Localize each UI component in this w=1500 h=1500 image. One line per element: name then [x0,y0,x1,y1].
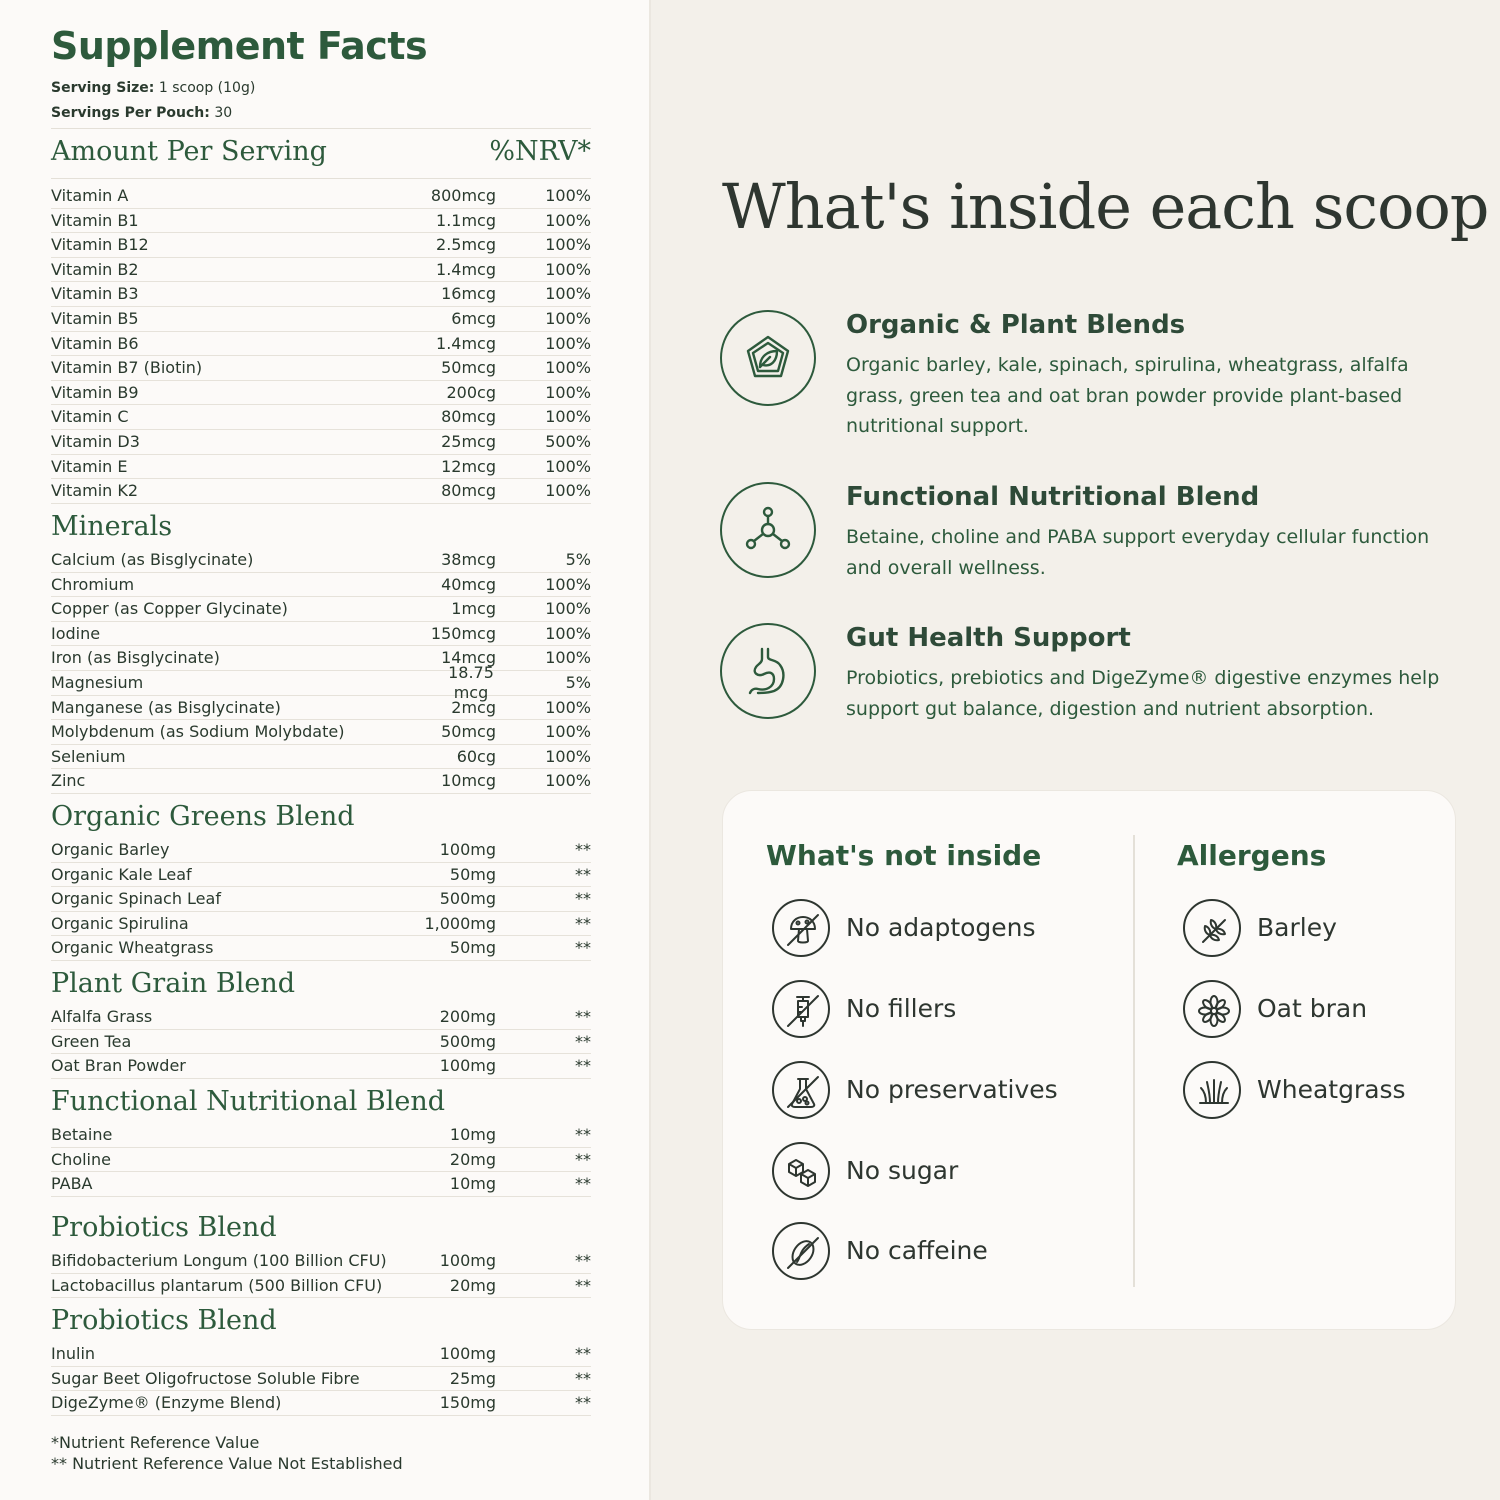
nutrient-nrv: 100% [545,407,591,427]
nutrient-row [51,282,591,307]
nutrient-amount: 50mcg [441,722,496,742]
nutrient-amount: 60cg [456,746,496,766]
nutrient-name: Vitamin A [51,186,129,205]
functional-heading: Functional Nutritional Blend [51,1086,446,1117]
nutrient-nrv: 100% [545,235,591,255]
nutrient-row [51,381,591,406]
nutrient-amount: 10mcg [441,771,496,791]
nutrient-amount: 500mg [439,889,496,909]
card-divider [1133,835,1135,1287]
nutrient-name: Organic Kale Leaf [51,864,192,884]
nutrient-row [51,479,591,504]
nutrient-row [51,696,591,721]
feature-description: Probiotics, prebiotics and DigeZyme® digestive enzymes help support gut balance, digestion and nutrient absorption. [846,667,1440,720]
nutrient-amount: 10mg [449,1125,496,1144]
leaf-pentagon-icon [720,310,816,406]
nutrient-amount: 38mcg [441,550,496,569]
divider [51,128,591,129]
nutrient-name: DigeZyme® (Enzyme Blend) [51,1393,282,1413]
nutrient-name: Vitamin E [51,456,128,476]
nutrient-name: Organic Spirulina [51,913,189,933]
nutrient-nrv: 100% [545,623,591,643]
nutrient-amount: 100mg [439,1056,496,1076]
nutrient-amount: 2.5mcg [436,235,496,255]
nutrient-name: Inulin [51,1344,96,1363]
nutrient-row [51,573,591,598]
nutrient-row [51,769,591,794]
nutrient-nrv: 100% [545,574,591,594]
nutrient-name: Bifidobacterium Longum (100 Billion CFU) [51,1251,387,1270]
hero-title: What's inside each scoop [722,170,1489,243]
nutrient-row [51,863,591,888]
nutrient-row [51,1005,591,1030]
nutrient-amount: 25mcg [441,432,496,451]
syringe-crossed-icon [772,980,830,1038]
nutrient-nrv: ** [575,1031,591,1051]
nutrient-row [51,720,591,745]
nutrient-nrv: 100% [545,284,591,304]
amount-per-serving-header: Amount Per Serving [51,136,327,167]
nutrient-amount: 80mcg [441,407,496,427]
wheatgrass-icon [1183,1061,1241,1119]
nutrient-row [51,936,591,961]
nutrient-nrv: 100% [545,358,591,378]
nutrient-nrv: 100% [545,382,591,402]
nutrient-name: Oat Bran Powder [51,1056,186,1076]
nutrient-amount: 14mcg [441,648,496,668]
grain-heading: Plant Grain Blend [51,968,296,999]
nutrient-row [51,405,591,430]
nutrient-name: Selenium [51,746,126,766]
nutrient-name: Molybdenum (as Sodium Molybdate) [51,722,345,742]
nutrient-nrv: ** [575,1174,591,1194]
nrv-header: %NRV* [489,136,591,167]
nutrient-nrv: ** [575,1056,591,1076]
nutrient-nrv: 100% [545,210,591,230]
servings-label: Servings Per Pouch: [51,105,210,121]
nutrient-name: Vitamin B1 [51,210,139,230]
nutrient-nrv: 500% [545,432,591,451]
divider [51,178,591,179]
nutrient-amount: 800mcg [430,186,496,205]
nutrient-amount: 150mcg [430,623,496,643]
nutrient-nrv: 5% [565,673,591,692]
nutrient-nrv: 100% [545,771,591,791]
nutrient-row [51,1274,591,1299]
nutrient-name: Betaine [51,1125,113,1144]
nutrient-name: Iron (as Bisglycinate) [51,648,220,668]
nutrient-amount: 1.4mcg [436,333,496,353]
item-label: Wheatgrass [1257,1075,1406,1104]
item-label: No fillers [846,994,957,1023]
molecule-icon [720,482,816,578]
not-inside-title: What's not inside [766,839,1042,872]
inside-panel [652,0,1500,1500]
nutrient-amount: 40mcg [441,574,496,594]
nutrient-row [51,1148,591,1173]
nutrient-row [51,1391,591,1416]
supplement-facts-panel [0,0,651,1500]
servings-per-pouch [51,105,232,121]
nutrient-amount: 80mcg [441,481,496,501]
nutrient-name: Lactobacillus plantarum (500 Billion CFU) [51,1275,383,1295]
nutrient-name: Vitamin B12 [51,235,149,255]
item-label: No caffeine [846,1236,988,1265]
feature-title: Gut Health Support [846,623,1131,653]
nutrient-row [51,430,591,455]
nutrient-name: Sugar Beet Oligofructose Soluble Fibre [51,1368,360,1388]
footnote-not-established: ** Nutrient Reference Value Not Established [51,1454,403,1473]
sugar-cubes-icon [772,1142,830,1200]
nutrient-name: PABA [51,1174,93,1194]
item-label: No sugar [846,1156,959,1185]
nutrient-row [51,1367,591,1392]
nutrient-row [51,233,591,258]
stomach-icon [720,623,816,719]
nutrient-amount: 1.1mcg [436,210,496,230]
nutrient-name: Organic Barley [51,840,170,859]
nutrient-row [51,356,591,381]
nutrient-name: Vitamin B2 [51,259,139,279]
probiotics-heading-2: Probiotics Blend [51,1305,277,1336]
nutrient-amount: 1.4mcg [436,259,496,279]
item-label: No adaptogens [846,913,1036,942]
nutrient-amount: 10mg [449,1174,496,1194]
nutrient-row [51,258,591,283]
nutrient-row [51,745,591,770]
nutrient-name: Vitamin B5 [51,309,139,328]
feature-title: Organic & Plant Blends [846,310,1186,340]
nutrient-amount: 1,000mg [424,913,496,933]
nutrient-name: Organic Wheatgrass [51,938,214,958]
nutrient-amount: 20mg [449,1275,496,1295]
nutrient-nrv: ** [575,1251,591,1270]
nutrient-name: Iodine [51,623,101,643]
nutrient-row [51,1249,591,1274]
nutrient-nrv: 100% [545,648,591,668]
nutrient-row [51,548,591,573]
oat-flower-icon [1183,980,1241,1038]
item-label: Oat bran [1257,994,1368,1023]
nutrient-name: Zinc [51,771,86,791]
serving-size-value: 1 scoop (10g) [158,80,256,96]
nutrient-name: Magnesium [51,673,144,692]
nutrient-name: Vitamin C [51,407,129,427]
nutrient-amount: 25mg [449,1368,496,1388]
nutrient-amount: 50mcg [441,358,496,378]
allergens-title: Allergens [1177,839,1327,872]
nutrient-nrv: ** [575,1344,591,1363]
nutrient-name: Vitamin B6 [51,333,139,353]
nutrient-nrv: ** [575,1149,591,1169]
nutrient-row [51,838,591,863]
nutrient-nrv: ** [575,1275,591,1295]
nutrient-name: Chromium [51,574,135,594]
nutrient-amount: 12mcg [441,456,496,476]
nutrient-name: Copper (as Copper Glycinate) [51,599,288,619]
nutrient-name: Alfalfa Grass [51,1007,153,1026]
nutrient-nrv: 100% [545,481,591,501]
nutrient-name: Vitamin B3 [51,284,139,304]
nutrient-nrv: 100% [545,259,591,279]
nutrient-nrv: ** [575,938,591,958]
nutrient-amount: 200cg [446,382,496,402]
nutrient-amount: 1mcg [451,599,496,619]
item-label: No preservatives [846,1075,1058,1104]
nutrient-amount: 50mg [449,864,496,884]
footnote-nrv: *Nutrient Reference Value [51,1433,260,1452]
nutrient-nrv: ** [575,889,591,909]
mushroom-crossed-icon [772,899,830,957]
nutrient-row [51,1054,591,1079]
nutrient-nrv: ** [575,913,591,933]
nutrient-amount: 2mcg [451,697,496,717]
nutrient-row [51,1342,591,1367]
nutrient-amount: 18.75 mcg [448,663,494,702]
nutrient-name: Choline [51,1149,111,1169]
nutrient-nrv: 5% [565,550,591,569]
nutrient-row [51,332,591,357]
item-label: Barley [1257,913,1337,942]
nutrient-row [51,646,591,671]
nutrient-amount: 150mg [439,1393,496,1413]
nutrient-nrv: 100% [545,186,591,205]
barley-icon [1183,899,1241,957]
nutrient-amount: 20mg [449,1149,496,1169]
nutrient-name: Organic Spinach Leaf [51,889,221,909]
nutrient-row [51,887,591,912]
nutrient-nrv: 100% [545,309,591,328]
nutrient-row [51,184,591,209]
nutrient-nrv: 100% [545,456,591,476]
nutrient-nrv: 100% [545,333,591,353]
nutrient-nrv: 100% [545,746,591,766]
nutrient-amount: 100mg [439,1251,496,1270]
greens-heading: Organic Greens Blend [51,801,355,832]
nutrient-row [51,1123,591,1148]
nutrient-nrv: ** [575,1007,591,1026]
nutrient-nrv: 100% [545,697,591,717]
nutrient-nrv: ** [575,1368,591,1388]
nutrient-row [51,209,591,234]
flask-crossed-icon [772,1061,830,1119]
nutrient-nrv: ** [575,840,591,859]
serving-size-label: Serving Size: [51,80,155,96]
nutrient-amount: 200mg [439,1007,496,1026]
nutrient-row [51,663,591,702]
supplement-facts-title: Supplement Facts [51,24,428,68]
serving-size [51,80,255,96]
nutrient-name: Vitamin B7 (Biotin) [51,358,203,378]
nutrient-row [51,1172,591,1197]
servings-value: 30 [214,105,233,121]
feature-title: Functional Nutritional Blend [846,482,1260,512]
nutrient-amount: 100mg [439,1344,496,1363]
minerals-heading: Minerals [51,511,173,542]
info-card [722,790,1456,1330]
nutrient-nrv: ** [575,1393,591,1413]
coffee-bean-crossed-icon [772,1222,830,1280]
nutrient-name: Vitamin B9 [51,382,139,402]
nutrient-name: Vitamin K2 [51,481,139,501]
nutrient-amount: 100mg [439,840,496,859]
nutrient-name: Green Tea [51,1031,132,1051]
nutrient-row [51,455,591,480]
nutrient-nrv: 100% [545,722,591,742]
nutrient-row [51,912,591,937]
nutrient-row [51,1030,591,1055]
nutrient-amount: 50mg [449,938,496,958]
nutrient-amount: 6mcg [451,309,496,328]
feature-description: Organic barley, kale, spinach, spirulina, wheatgrass, alfalfa grass, green tea and oat bran powder provide plant-based nutritional support. [846,354,1409,437]
nutrient-nrv: 100% [545,599,591,619]
nutrient-name: Manganese (as Bisglycinate) [51,697,281,717]
table-header [51,136,591,167]
nutrient-nrv: ** [575,1125,591,1144]
nutrient-row [51,597,591,622]
nutrient-name: Calcium (as Bisglycinate) [51,550,254,569]
nutrient-row [51,307,591,332]
nutrient-nrv: ** [575,864,591,884]
nutrient-amount: 500mg [439,1031,496,1051]
nutrient-name: Vitamin D3 [51,432,140,451]
nutrient-row [51,622,591,647]
probiotics-heading: Probiotics Blend [51,1212,277,1243]
feature-description: Betaine, choline and PABA support everyday cellular function and overall wellness. [846,526,1430,579]
nutrient-amount: 16mcg [441,284,496,304]
